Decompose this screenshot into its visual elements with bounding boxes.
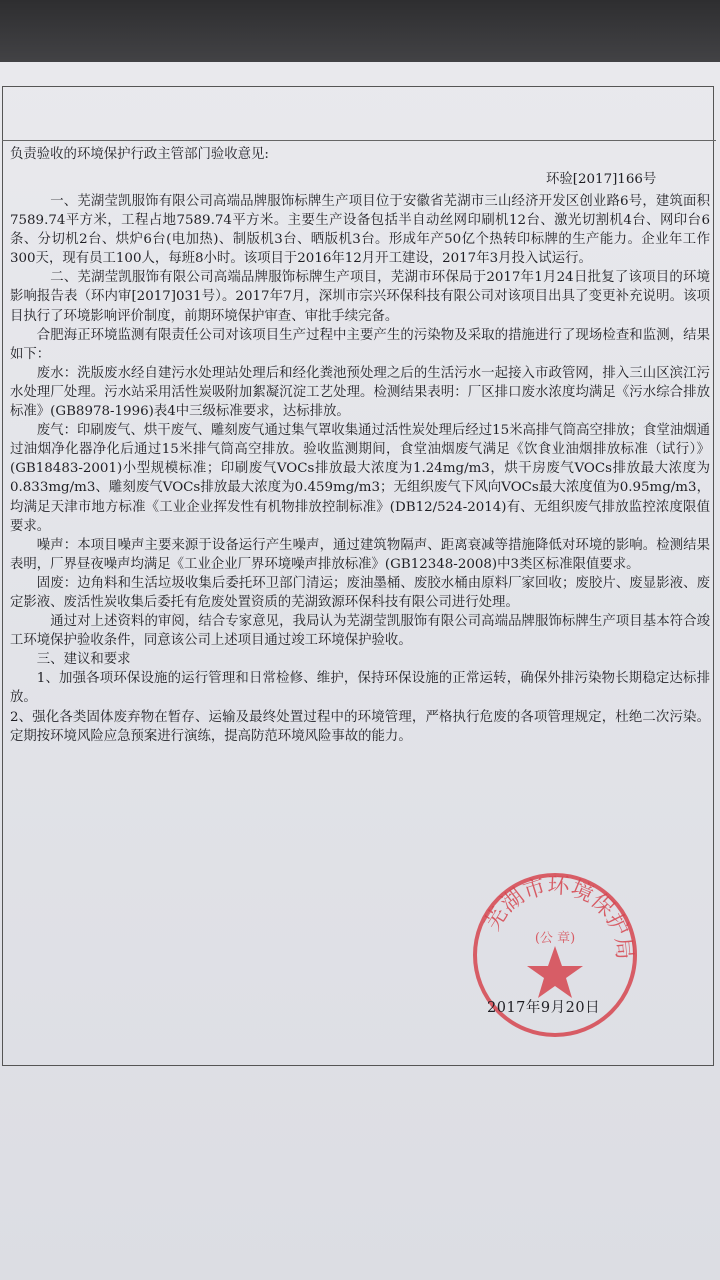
opinion-title: 负责验收的环境保护行政主管部门验收意见:	[10, 147, 269, 162]
paragraph-monitoring-intro: 合肥海正环境监测有限责任公司对该项目生产过程中主要产生的污染物及采取的措施进行了现场检查和监测，结果如下：	[10, 327, 710, 362]
section-heading-suggestions: 三、建议和要求	[36, 652, 131, 668]
signature-date: 2017年9月20日	[487, 1000, 601, 1016]
seal-center-text: (公 章)	[534, 931, 576, 946]
paragraph-project-overview: 一、芜湖莹凯服饰有限公司高端品牌服饰标牌生产项目位于安徽省芜湖市三山经济开发区创业路6号，建筑面积7589.74平方米，工程占地7589.74平方米。主要生产设备包括半自动丝网印刷机12台、激光切割机4台、网印台6条、分切机2台、烘炉6台(电加热)、制版机3台、晒版机3台。形成年产50亿个热转印标牌的生产能力。企业年工作300天，现有员工100人，每班8小时。该项目于2016年12月开工建设，2017年3月投入试运行。	[10, 194, 710, 267]
document-body	[10, 192, 710, 746]
suggestion-item-1: 1、加强各项环保设施的运行管理和日常检修、维护，保持环保设施的正常运转，确保外排污染物长期稳定达标排放。	[10, 671, 710, 706]
header-rule	[2, 140, 716, 141]
paragraph-solid-waste: 固废：边角料和生活垃圾收集后委托环卫部门清运；废油墨桶、废胶水桶由原料厂家回收；废胶片、废显影液、废定影液、废活性炭收集后委托有危废处置资质的芜湖致源环保科技有限公司进行处理。	[10, 575, 710, 610]
seal-ring-text: 芜湖市环境保护局	[480, 873, 637, 961]
paragraph-exhaust-gas: 废气：印刷废气、烘干废气、雕刻废气通过集气罩收集通过活性炭处理后经过15米高排气筒高空排放；食堂油烟通过油烟净化器净化后通过15米排气筒高空排放。验收监测期间，食堂油烟废气满足《饮食业油烟排放标准（试行）》(GB18483-2001)小型规模标准；印刷废气VOCs排放最大浓度为1.24mg/m3，烘干房废气VOCs排放最大浓度为0.833mg/m3、雕刻废气VOCs排放最大浓度为0.459mg/m3；无组织废气下风向VOCs最大浓度值为0.95mg/m3，均满足天津市地方标准《工业企业挥发性有机物排放控制标准》(DB12/524-2014)有、无组织废气排放监控浓度限值要求。	[10, 423, 710, 534]
paragraph-conclusion: 通过对上述资料的审阅，结合专家意见，我局认为芜湖莹凯服饰有限公司高端品牌服饰标牌生产项目基本符合竣工环境保护验收条件，同意该公司上述项目通过竣工环境保护验收。	[10, 614, 710, 649]
seal-star-icon	[527, 946, 583, 998]
paragraph-noise: 噪声：本项目噪声主要来源于设备运行产生噪声，通过建筑物隔声、距离衰减等措施降低对环境的影响。检测结果表明，厂界昼夜噪声均满足《工业企业厂界环境噪声排放标准》(GB12348-2008)中3类区标准限值要求。	[10, 537, 710, 572]
suggestion-item-2: 2、强化各类固体废弃物在暂存、运输及最终处置过程中的环境管理，严格执行危废的各项管理规定，杜绝二次污染。定期按环境风险应急预案进行演练，提高防范环境风险事故的能力。	[10, 709, 710, 744]
document-number: 环验[2017]166号	[546, 172, 657, 187]
paragraph-wastewater: 废水：洗版废水经自建污水处理站处理后和经化粪池预处理之后的生活污水一起接入市政管网，排入三山区滨江污水处理厂处理。污水站采用活性炭吸附加絮凝沉淀工艺处理。检测结果表明：厂区排口废水浓度均满足《污水综合排放标准》(GB8978-1996)表4中三级标准要求，达标排放。	[10, 365, 710, 420]
paragraph-eia-approval: 二、芜湖莹凯服饰有限公司高端品牌服饰标牌生产项目，芜湖市环保局于2017年1月24日批复了该项目的环境影响报告表（环内审[2017]031号）。2017年7月，深圳市宗兴环保科技有限公司对该项目出具了变更补充说明。该项目执行了环境影响评价制度，前期环境保护审查、审批手续完备。	[10, 270, 710, 324]
